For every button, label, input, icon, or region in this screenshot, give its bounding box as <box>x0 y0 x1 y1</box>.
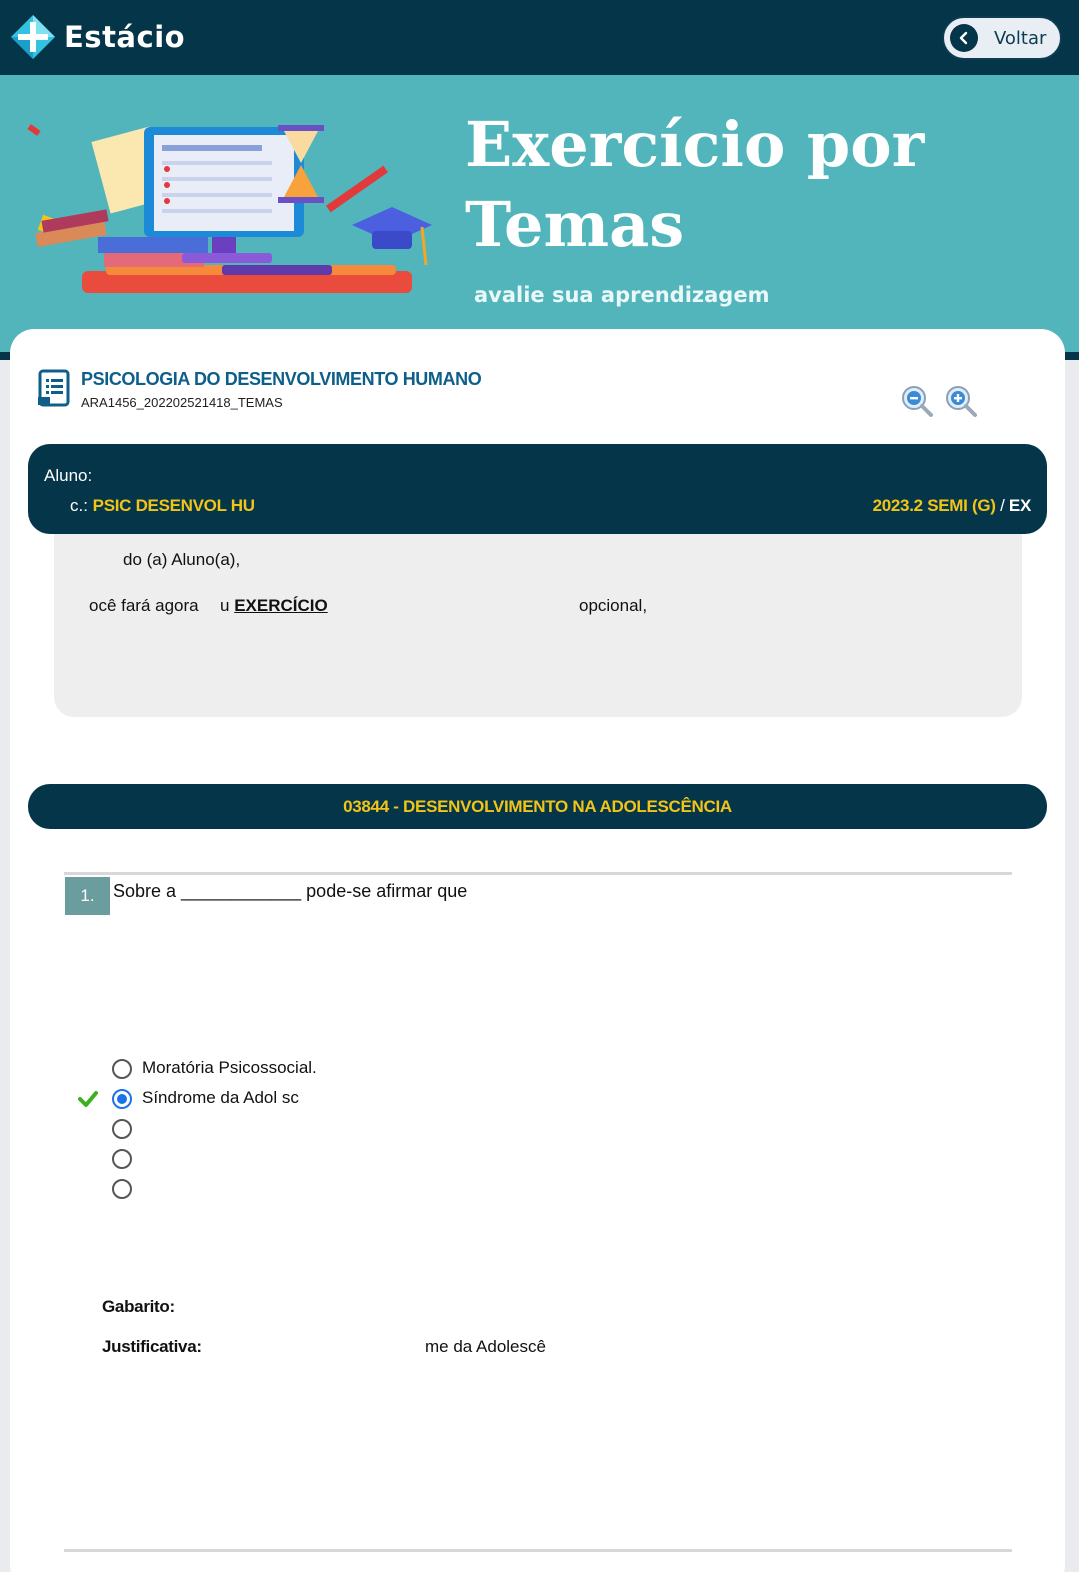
study-illustration <box>22 115 442 305</box>
justificativa-label: Justificativa: <box>102 1337 202 1356</box>
zoom-out-icon[interactable] <box>900 384 934 418</box>
question-text: Sobre a ____________ pode-se afirmar que <box>113 881 468 901</box>
correct-check-icon <box>78 1090 98 1108</box>
intro-message <box>54 534 1022 717</box>
estacio-logo[interactable] <box>10 14 185 60</box>
message-optional: opcional, <box>579 596 648 615</box>
logo-text: Estácio <box>64 20 186 54</box>
course-title: PSICOLOGIA DO DESENVOLVIMENTO HUMANO <box>81 369 482 389</box>
question-number: 1. <box>65 877 110 915</box>
message-exercise <box>220 596 328 616</box>
term-period: 2023.2 SEMI (G) <box>872 496 996 515</box>
justificativa-text: me da Adolescê <box>425 1337 546 1356</box>
message-exercise-word: EXERCÍCIO <box>234 596 328 615</box>
top-bar <box>0 0 1079 75</box>
hero-title-line2: Temas <box>465 188 685 261</box>
radio-button[interactable] <box>112 1179 132 1199</box>
hero-banner <box>0 75 1079 358</box>
term-info <box>873 496 1031 516</box>
back-button[interactable] <box>942 16 1062 60</box>
hero-title <box>465 105 985 265</box>
exercise-card <box>10 329 1065 1572</box>
topic-header: 03844 - DESENVOLVIMENTO NA ADOLESCÊNCIA <box>28 784 1047 829</box>
option-text: Síndrome da Adol sc <box>142 1088 299 1107</box>
discipline-prefix: c.: <box>70 496 93 515</box>
message-line: ocê fará agora <box>89 596 199 615</box>
radio-button[interactable] <box>112 1059 132 1079</box>
student-label: Aluno: <box>44 466 93 485</box>
gabarito-label: Gabarito: <box>102 1297 175 1316</box>
discipline-line <box>70 496 255 516</box>
chevron-left-icon <box>950 24 978 52</box>
zoom-in-icon[interactable] <box>944 384 978 418</box>
radio-button-selected[interactable] <box>112 1089 132 1109</box>
term-separator: / <box>995 496 1009 515</box>
question-divider <box>64 872 1012 875</box>
term-type: EX <box>1008 496 1031 515</box>
option-text: Moratória Psicossocial. <box>142 1058 317 1077</box>
back-button-label: Voltar <box>994 27 1047 49</box>
hero-title-line1: Exercício por <box>465 108 925 181</box>
course-code: ARA1456_202202521418_TEMAS <box>81 395 283 410</box>
message-exercise-prefix: u <box>220 596 235 615</box>
message-greeting: do (a) Aluno(a), <box>123 550 241 569</box>
question-divider-bottom <box>64 1549 1012 1552</box>
radio-button[interactable] <box>112 1119 132 1139</box>
hero-subtitle: avalie sua aprendizagem <box>474 283 770 307</box>
discipline-name: PSIC DESENVOL HU <box>92 496 255 515</box>
radio-button[interactable] <box>112 1149 132 1169</box>
estacio-logo-icon <box>10 14 56 60</box>
student-info-bar <box>28 444 1047 534</box>
document-list-icon <box>38 369 70 407</box>
